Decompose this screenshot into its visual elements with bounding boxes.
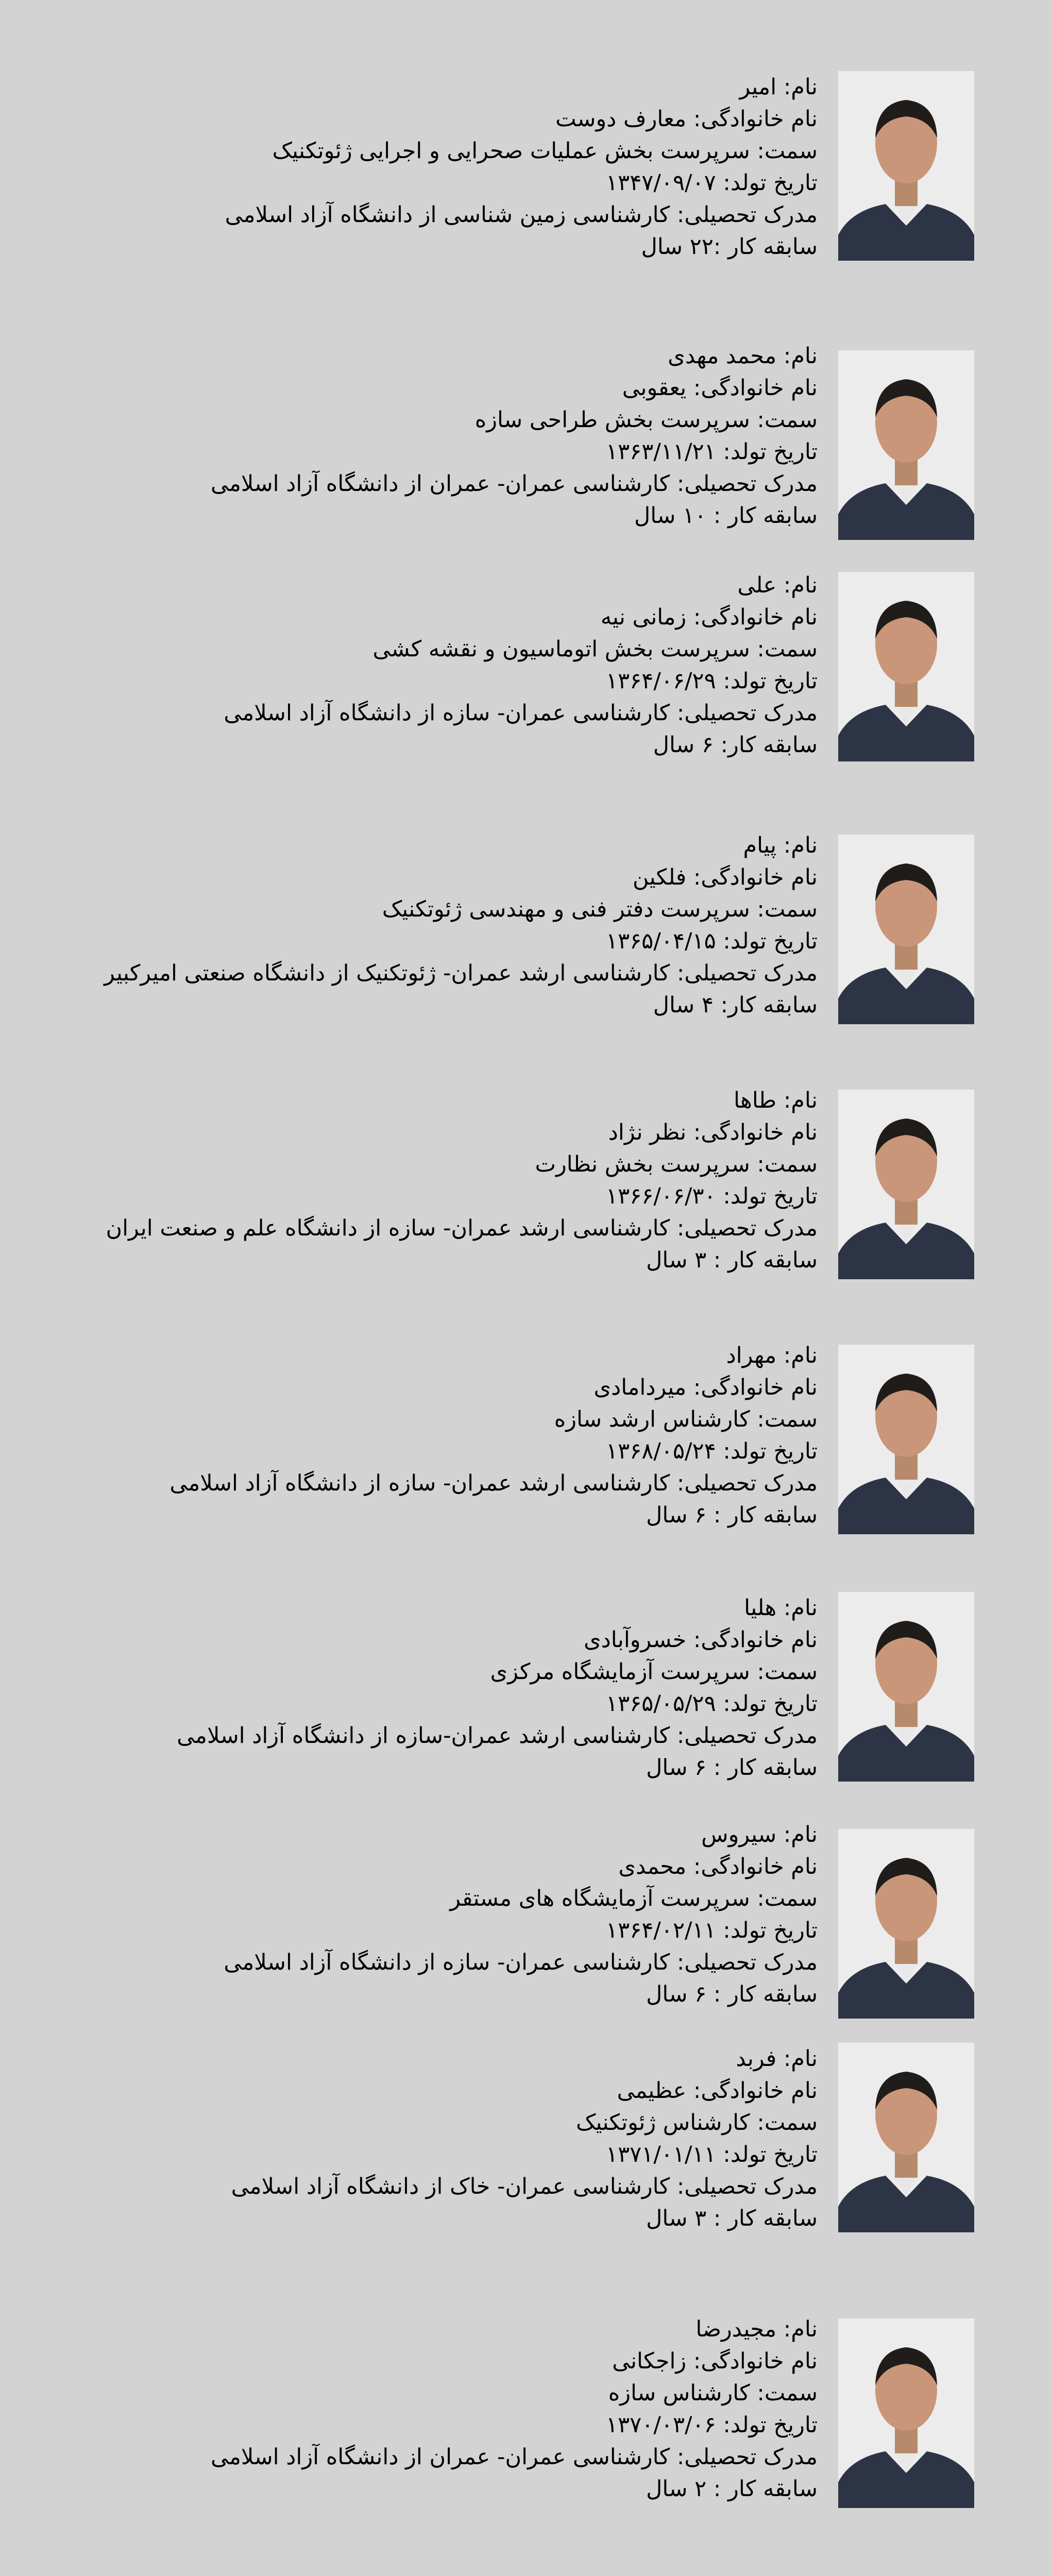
staff-education: مدرک تحصیلی: کارشناسی عمران- خاک از دانشگاه آزاد اسلامی xyxy=(231,2174,818,2199)
staff-info xyxy=(0,71,818,263)
staff-position: سمت: کارشناس ارشد سازه xyxy=(554,1406,818,1432)
staff-info xyxy=(0,1819,818,2010)
staff-experience: سابقه کار : ۲ سال xyxy=(646,2476,818,2502)
staff-experience: سابقه کار : ۱۰ سال xyxy=(634,503,818,529)
staff-info xyxy=(0,1340,818,1531)
staff-family-name: نام خانوادگی: عظیمی xyxy=(617,2078,818,2104)
staff-photo xyxy=(838,71,974,261)
staff-info xyxy=(0,340,818,532)
staff-name: نام: هلیا xyxy=(744,1595,818,1621)
staff-photo xyxy=(838,835,974,1024)
staff-education: مدرک تحصیلی: کارشناسی عمران- عمران از دانشگاه آزاد اسلامی xyxy=(211,2444,818,2470)
staff-education: مدرک تحصیلی: کارشناسی ارشد عمران-سازه از دانشگاه آزاد اسلامی xyxy=(177,1723,818,1749)
staff-birth-date: تاریخ تولد: ۱۳۷۱/۰۱/۱۱ xyxy=(606,2142,818,2167)
staff-position: سمت: کارشناس سازه xyxy=(608,2380,818,2406)
staff-photo xyxy=(838,350,974,540)
staff-education: مدرک تحصیلی: کارشناسی عمران- سازه از دانشگاه آزاد اسلامی xyxy=(224,700,818,726)
staff-name: نام: امیر xyxy=(739,74,818,100)
staff-birth-date: تاریخ تولد: ۱۳۶۴/۰۶/۲۹ xyxy=(606,668,818,694)
staff-info xyxy=(0,1084,818,1276)
staff-position: سمت: کارشناس ژئوتکنیک xyxy=(576,2110,818,2136)
staff-experience: سابقه کار : ۶ سال xyxy=(646,1502,818,1528)
staff-name: نام: سیروس xyxy=(701,1822,818,1848)
staff-position: سمت: سرپرست بخش اتوماسیون و نقشه کشی xyxy=(372,636,818,662)
staff-name: نام: محمد مهدی xyxy=(668,343,818,369)
staff-position: سمت: سرپرست بخش نظارت xyxy=(535,1151,818,1177)
staff-birth-date: تاریخ تولد: ۱۳۶۵/۰۴/۱۵ xyxy=(606,928,818,954)
staff-info xyxy=(0,1592,818,1784)
staff-birth-date: تاریخ تولد: ۱۳۶۳/۱۱/۲۱ xyxy=(606,439,818,465)
staff-name xyxy=(0,2573,818,2576)
staff-info xyxy=(0,829,818,1021)
staff-education: مدرک تحصیلی: کارشناسی ارشد عمران- ژئوتکنیک از دانشگاه صنعتی امیرکبیر xyxy=(104,960,818,986)
staff-birth-date: تاریخ تولد: ۱۳۶۵/۰۵/۲۹ xyxy=(606,1691,818,1717)
staff-experience: سابقه کار: ۴ سال xyxy=(653,992,818,1018)
staff-name: نام: مجیدرضا xyxy=(695,2316,818,2342)
staff-education: مدرک تحصیلی: کارشناسی ارشد عمران- سازه از دانشگاه علم و صنعت ایران xyxy=(106,1215,818,1241)
staff-photo xyxy=(838,572,974,761)
staff-info xyxy=(0,2043,818,2234)
staff-experience: سابقه کار: ۶ سال xyxy=(653,732,818,758)
staff-family-name: نام خانوادگی: زاجکانی xyxy=(612,2348,818,2374)
staff-birth-date: تاریخ تولد: ۱۳۴۷/۰۹/۰۷ xyxy=(606,170,818,196)
staff-family-name: نام خانوادگی: فلکین xyxy=(632,865,818,890)
staff-info xyxy=(0,2313,818,2505)
staff-family-name: نام خانوادگی: محمدی xyxy=(618,1854,818,1879)
staff-family-name: نام خانوادگی: نظر نژاد xyxy=(608,1120,818,1145)
staff-photo xyxy=(838,2043,974,2232)
staff-photo xyxy=(838,1829,974,2019)
staff-experience: سابقه کار : ۳ سال xyxy=(646,1247,818,1273)
staff-photo xyxy=(838,1592,974,1782)
staff-name: نام: فربد xyxy=(736,2046,818,2072)
staff-family-name: نام خانوادگی: زمانی نیه xyxy=(600,604,818,630)
staff-photo xyxy=(838,2318,974,2508)
staff-family-name: نام خانوادگی: خسروآبادی xyxy=(583,1627,818,1653)
staff-position: سمت: سرپرست دفتر فنی و مهندسی ژئوتکنیک xyxy=(382,896,818,922)
staff-family-name: نام خانوادگی: معارف دوست xyxy=(555,106,818,132)
staff-photo xyxy=(838,1090,974,1279)
staff-education: مدرک تحصیلی: کارشناسی زمین شناسی از دانشگاه آزاد اسلامی xyxy=(225,202,818,228)
staff-experience: سابقه کار :۲۲ سال xyxy=(641,234,818,260)
staff-info xyxy=(0,2573,818,2576)
staff-name: نام: طاها xyxy=(734,1088,818,1113)
staff-birth-date: تاریخ تولد: ۱۳۶۸/۰۵/۲۴ xyxy=(606,1438,818,1464)
staff-family-name: نام خانوادگی: میردامادی xyxy=(593,1375,818,1400)
staff-position: سمت: سرپرست بخش طراحی سازه xyxy=(474,407,818,433)
staff-education: مدرک تحصیلی: کارشناسی عمران- عمران از دانشگاه آزاد اسلامی xyxy=(211,471,818,497)
staff-birth-date: تاریخ تولد: ۱۳۷۰/۰۳/۰۶ xyxy=(606,2412,818,2438)
staff-education: مدرک تحصیلی: کارشناسی ارشد عمران- سازه از دانشگاه آزاد اسلامی xyxy=(169,1470,818,1496)
staff-experience: سابقه کار : ۳ سال xyxy=(646,2206,818,2231)
staff-experience: سابقه کار : ۶ سال xyxy=(646,1755,818,1781)
staff-photo xyxy=(838,1345,974,1534)
staff-experience: سابقه کار : ۶ سال xyxy=(646,1981,818,2007)
staff-position: سمت: سرپرست بخش عملیات صحرایی و اجرایی ژئوتکنیک xyxy=(272,138,818,164)
staff-name: نام: علی xyxy=(737,572,818,598)
staff-position: سمت: سرپرست آزمایشگاه های مستقر xyxy=(450,1886,818,1911)
staff-birth-date: تاریخ تولد: ۱۳۶۴/۰۲/۱۱ xyxy=(606,1918,818,1943)
staff-position: سمت: سرپرست آزمایشگاه مرکزی xyxy=(490,1659,818,1685)
staff-birth-date: تاریخ تولد: ۱۳۶۶/۰۶/۳۰ xyxy=(606,1183,818,1209)
staff-info xyxy=(0,569,818,761)
staff-name: نام: پیام xyxy=(743,833,818,858)
staff-name: نام: مهراد xyxy=(726,1343,818,1368)
staff-education: مدرک تحصیلی: کارشناسی عمران- سازه از دانشگاه آزاد اسلامی xyxy=(224,1950,818,1975)
staff-family-name: نام خانوادگی: یعقوبی xyxy=(622,375,818,401)
